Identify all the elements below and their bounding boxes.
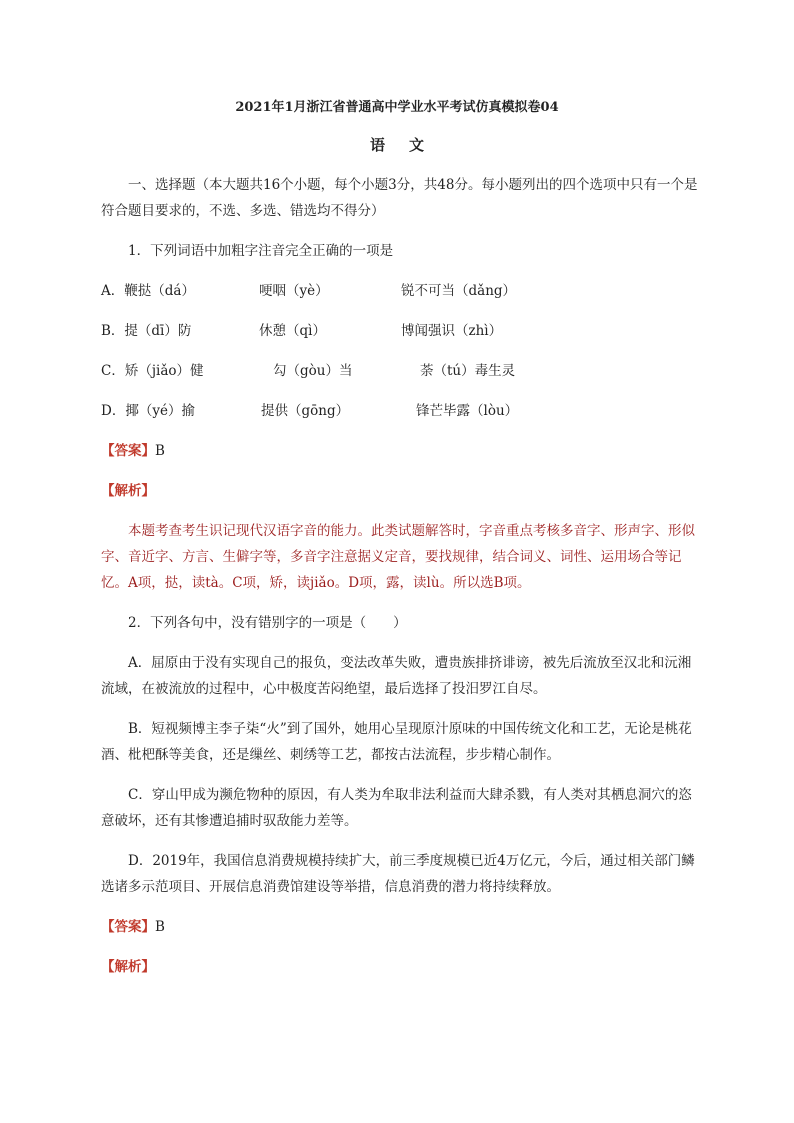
q2-option-c: C．穿山甲成为濒危物种的原因，有人类为牟取非法利益而大肆杀戮，有人类对其栖息洞穴的恣意破坏，还有其惨遭追捕时驭敌能力差等。 <box>101 787 692 829</box>
q1-a-2: 哽咽（yè） <box>259 283 329 299</box>
q1-option-c <box>101 358 701 384</box>
q1-d-1: D．揶（yé）揄 <box>101 403 195 419</box>
q1-a-3: 锐不可当（dǎng） <box>401 283 517 299</box>
q1-answer-value: B <box>155 443 165 459</box>
section-instruction: 一、选择题（本大题共16个小题，每个小题3分，共48分。每小题列出的四个选项中只有一个是符合题目要求的，不选、多选、错选均不得分） <box>101 177 698 219</box>
q1-d-3: 锋芒毕露（lòu） <box>416 403 519 419</box>
q1-answer <box>101 438 701 464</box>
q2-option-a: A．屈原由于没有实现自己的报负，变法改革失败，遭贵族排挤诽谤，被先后流放至汉北和沅湘流域，在被流放的过程中，心中极度苦闷绝望，最后选择了投汨罗江自尽。 <box>101 655 692 697</box>
doc-title: 2021年1月浙江省普通高中学业水平考试仿真模拟卷04 <box>235 100 559 115</box>
q2-answer-label: 【答案】 <box>101 919 155 935</box>
q2-option-d: D．2019年，我国信息消费规模持续扩大，前三季度规模已近4万亿元，今后，通过相关部门鳞选诸多示范项目、开展信息消费馆建设等举措，信息消费的潜力将持续释放。 <box>101 853 695 895</box>
q2-analysis-label: 【解析】 <box>101 959 155 975</box>
q1-c-1: C．矫（jiǎo）健 <box>101 363 204 379</box>
q1-d-2: 提供（gōng） <box>261 403 350 419</box>
q1-b-2: 休憩（qì） <box>259 323 326 339</box>
q1-a-1: A．鞭挞（dá） <box>101 283 195 299</box>
q1-answer-label: 【答案】 <box>101 443 155 459</box>
q1-analysis-text: 本题考查考生识记现代汉语字音的能力。此类试题解答时，字音重点考核多音字、形声字、形似字、音近字、方言、生僻字等，多音字注意据义定音，要找规律，结合词义、词性、运用场合等记忆。A项，挞，读tà。C项，矫，读jiǎo。D项，露，读lù。所以选B项。 <box>101 523 695 591</box>
q2-answer <box>101 914 701 940</box>
q2-answer-value: B <box>155 919 165 935</box>
doc-subject: 语文 <box>369 136 448 154</box>
q2-stem: 2．下列各句中，没有错别字的一项是（ ） <box>128 615 407 631</box>
q1-b-1: B．提（dī）防 <box>101 323 192 339</box>
q1-c-3: 荼（tú）毒生灵 <box>420 363 516 379</box>
q1-analysis-label: 【解析】 <box>101 483 155 499</box>
q1-b-3: 博闻强识（zhì） <box>401 323 503 339</box>
q1-option-a <box>101 278 701 304</box>
doc-content <box>101 172 701 980</box>
q1-c-2: 勾（gòu）当 <box>273 363 353 379</box>
q1-stem: 1．下列词语中加粗字注音完全正确的一项是 <box>128 243 394 259</box>
q1-option-b <box>101 318 701 344</box>
q2-option-b: B．短视频博主李子柒“火”到了国外，她用心呈现原汁原味的中国传统文化和工艺，无论是桃花酒、枇杷酥等美食，还是缫丝、刺绣等工艺，都按古法流程，步步精心制作。 <box>101 721 692 763</box>
q1-option-d <box>101 398 701 424</box>
